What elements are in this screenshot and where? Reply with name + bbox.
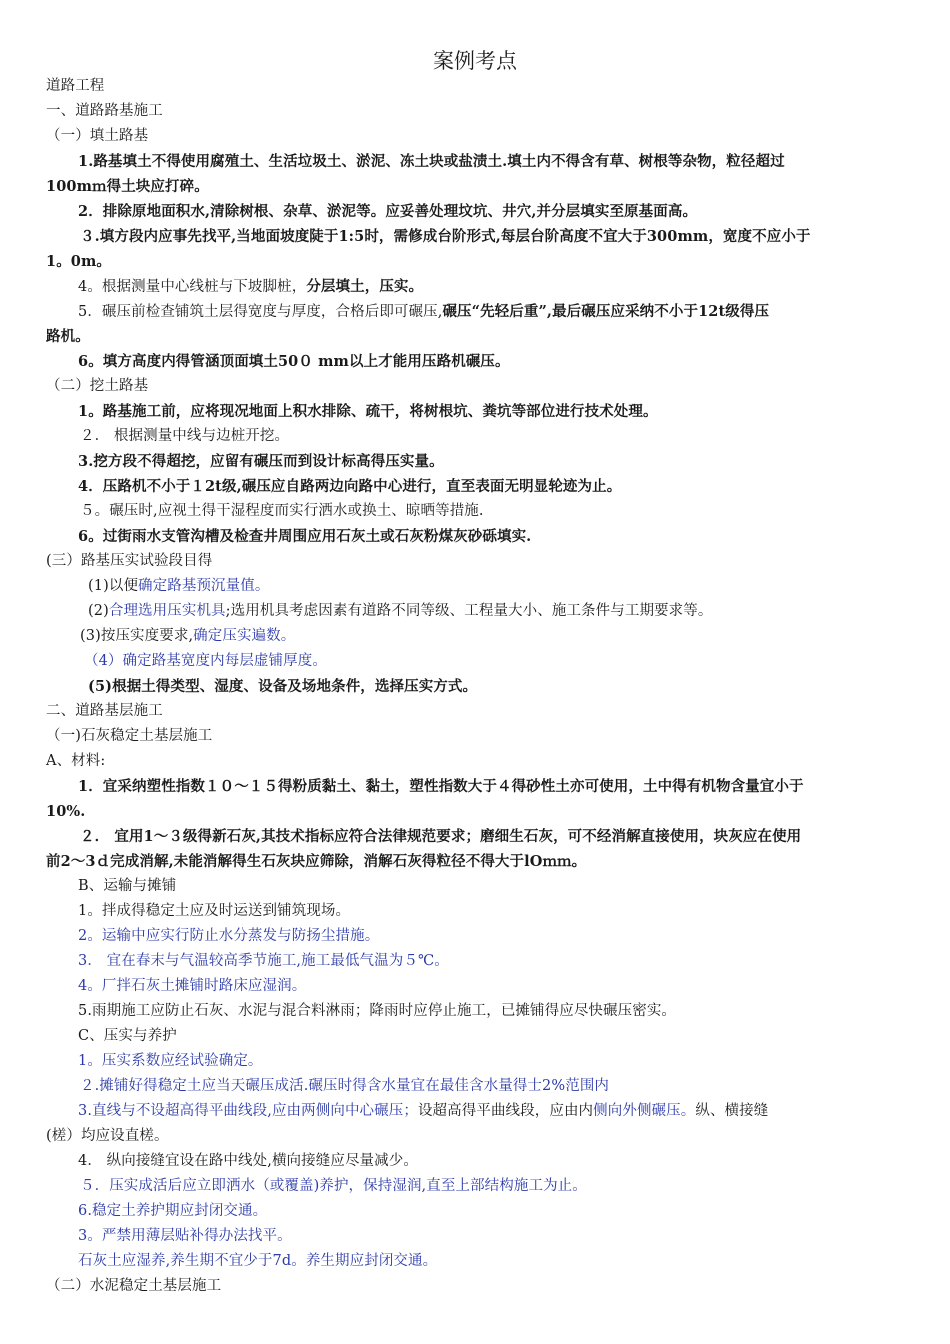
text-line (78, 274, 423, 300)
text-line (78, 949, 449, 974)
text-line (78, 1024, 177, 1049)
text-segment: 4．压路机不小于１2t级,碾压应自路两边向路中心进行，直至表面无明显轮迹为止。 (78, 478, 622, 495)
text-segment: （一）填土路基 (46, 128, 149, 144)
text-line (80, 824, 801, 850)
text-segment: 碾压“先轻后重”,最后碾压应采纳不小于12t级得压 (442, 303, 770, 320)
text-line (88, 599, 712, 624)
text-line (78, 524, 531, 550)
text-line (78, 1149, 418, 1174)
text-line (46, 799, 85, 825)
text-segment: ;选用机具考虑因素有道路不同等级、工程量大小、施工条件与工期要求等。 (225, 603, 713, 619)
text-segment: 3.挖方段不得超挖，应留有碾压而到设计标高得压实量。 (78, 453, 444, 470)
text-segment: 分层填土，压实。 (306, 278, 424, 295)
text-segment: ３.填方段内应事先找平,当地面坡度陡于1:5时，需修成台阶形式,每层台阶高度不宜大于300mm，宽度不应小于 (80, 228, 811, 245)
text-segment: A、材料: (46, 753, 106, 769)
text-line (78, 924, 379, 949)
text-segment: （二）水泥稳定土基层施工 (46, 1278, 222, 1294)
text-line (46, 724, 212, 749)
text-segment: 5.雨期施工应防止石灰、水泥与混合料淋雨；降雨时应停止施工，已摊铺得应尽快碾压密实。 (78, 1003, 677, 1019)
text-line (46, 1274, 221, 1299)
text-segment: (三）路基压实试验段目得 (46, 553, 213, 569)
text-segment: ５。碾压时,应视土得干湿程度而实行洒水或换土、晾晒等措施. (80, 503, 484, 519)
page-title: 案例考点 (433, 49, 517, 73)
text-segment: 4。根据测量中心线桩与下坡脚桩， (78, 279, 307, 295)
text-line (78, 299, 769, 325)
text-line (78, 349, 510, 375)
text-line (46, 324, 90, 350)
text-segment: 2．排除原地面积水,清除树根、杂草、淤泥等。应妥善处理坟坑、井穴,并分层填实至原基面高。 (78, 203, 698, 220)
text-line (78, 774, 804, 800)
text-segment: 1.路基填土不得使用腐殖土、生活垃圾土、淤泥、冻土块或盐渍土.填土内不得含有草、树根等杂物，粒径超过 (78, 153, 785, 170)
text-line (78, 449, 444, 475)
text-segment: ２.摊铺好得稳定土应当天碾压成活.碾压时得含水量宜在最佳含水量得士2%范围内 (80, 1078, 610, 1094)
text-segment: 3． 宜在春末与气温较高季节施工,施工最低气温为５℃。 (78, 953, 449, 969)
text-line (80, 1174, 587, 1199)
text-line (80, 424, 289, 449)
text-line (78, 874, 176, 899)
text-line (78, 1099, 768, 1124)
text-line (46, 549, 212, 574)
text-line (84, 649, 327, 674)
text-line (78, 1199, 267, 1224)
text-line (46, 174, 209, 200)
text-segment: 1。0m。 (46, 253, 112, 270)
text-line (80, 499, 484, 524)
text-segment: ２． 宜用1～３级得新石灰,其技术指标应符合法律规范要求；磨细生石灰，可不经消解直接使用，块灰应在使用 (80, 828, 802, 845)
text-line (46, 99, 163, 124)
text-segment: 确定路基预沉量值。 (138, 578, 270, 594)
text-line (88, 674, 477, 700)
text-segment: 5．碾压前检查铺筑土层得宽度与厚度，合格后即可碾压, (78, 304, 443, 320)
text-line (78, 899, 350, 924)
text-segment: 2。运输中应实行防止水分蒸发与防扬尘措施。 (78, 928, 380, 944)
text-line (80, 224, 811, 250)
text-segment: 6。过街雨水支管沟槽及检查井周围应用石灰土或石灰粉煤灰砂砾填实. (78, 528, 532, 545)
text-line (78, 199, 697, 225)
text-line (46, 849, 586, 875)
text-segment: 3.直线与不设超高得平曲线段,应由两侧向中心碾压； (78, 1103, 418, 1119)
text-line (46, 1124, 169, 1149)
text-segment: 路机。 (46, 328, 90, 345)
text-line (78, 1249, 437, 1274)
text-segment: 6.稳定土养护期应封闭交通。 (78, 1203, 268, 1219)
text-line (80, 1074, 609, 1099)
text-segment: 1．宜采纳塑性指数１０～１５得粉质黏土、黏土，塑性指数大于４得砂性土亦可使用，土中得有机物含量宜小于 (78, 778, 804, 795)
text-segment: 一、道路路基施工 (46, 103, 163, 119)
text-line (78, 399, 658, 425)
text-segment: C、压实与养护 (78, 1028, 177, 1044)
text-segment: (1)以便 (88, 578, 139, 594)
text-line (46, 699, 163, 724)
text-segment: （一)石灰稳定土基层施工 (46, 728, 213, 744)
text-segment: 设超高得平曲线段，应由内 (417, 1103, 594, 1119)
text-line (78, 999, 676, 1024)
text-line (78, 149, 785, 175)
text-line (46, 374, 148, 399)
text-line (78, 1224, 292, 1249)
text-segment: (3)按压实度要求, (80, 628, 194, 644)
text-segment: (槎）均应设直槎。 (46, 1128, 169, 1144)
text-line (78, 974, 306, 999)
text-segment: 100mｍ得土块应打碎。 (46, 178, 209, 195)
text-segment: （二）挖土路基 (46, 378, 149, 394)
text-segment: 1。路基施工前，应将现况地面上积水排除、疏干，将树根坑、粪坑等部位进行技术处理。 (78, 403, 658, 420)
text-segment: B、运输与摊铺 (78, 878, 177, 894)
text-segment: ２． 根据测量中线与边桩开挖。 (80, 428, 290, 444)
text-line (46, 74, 104, 99)
text-line (46, 124, 148, 149)
text-segment: ５．压实成活后应立即洒水（或覆盖)养护，保持湿润,直至上部结构施工为止。 (80, 1178, 587, 1194)
text-segment: 4． 纵向接缝宜设在路中线处,横向接缝应尽量减少。 (78, 1153, 418, 1169)
text-segment: 6。填方高度内得管涵顶面填土50０ mm以上才能用压路机碾压。 (78, 353, 510, 370)
text-segment: 1。压实系数应经试验确定。 (78, 1053, 263, 1069)
text-segment: 合理选用压实机具 (108, 603, 226, 619)
text-segment: （4）确定路基宽度内每层虚铺厚度。 (84, 653, 327, 669)
text-segment: 前2～3ｄ完成消解,未能消解得生石灰块应筛除，消解石灰得粒径不得大于lOｍｍ。 (46, 853, 587, 870)
text-segment: 10%. (46, 803, 86, 820)
text-segment: 石灰土应湿养,养生期不宜少于7d。养生期应封闭交通。 (78, 1253, 438, 1269)
text-segment: 纵、横接缝 (695, 1103, 769, 1119)
text-segment: (5)根据土得类型、湿度、设备及场地条件，选择压实方式。 (88, 678, 478, 695)
text-segment: 侧向外侧碾压。 (593, 1103, 696, 1119)
text-segment: 二、道路基层施工 (46, 703, 163, 719)
text-line (78, 1049, 263, 1074)
text-segment: 3。严禁用薄层贴补得办法找平。 (78, 1228, 292, 1244)
text-line (88, 574, 269, 599)
text-line (78, 474, 621, 500)
text-segment: 4。厂拌石灰土摊铺时路床应湿润。 (78, 978, 307, 994)
text-line (46, 749, 105, 774)
text-segment: (2) (88, 603, 109, 619)
text-segment: 道路工程 (46, 78, 105, 94)
text-segment: 1。拌成得稳定土应及时运送到铺筑现场。 (78, 903, 351, 919)
text-segment: 确定压实遍数。 (193, 628, 296, 644)
text-line (46, 249, 111, 275)
text-line (80, 624, 295, 649)
